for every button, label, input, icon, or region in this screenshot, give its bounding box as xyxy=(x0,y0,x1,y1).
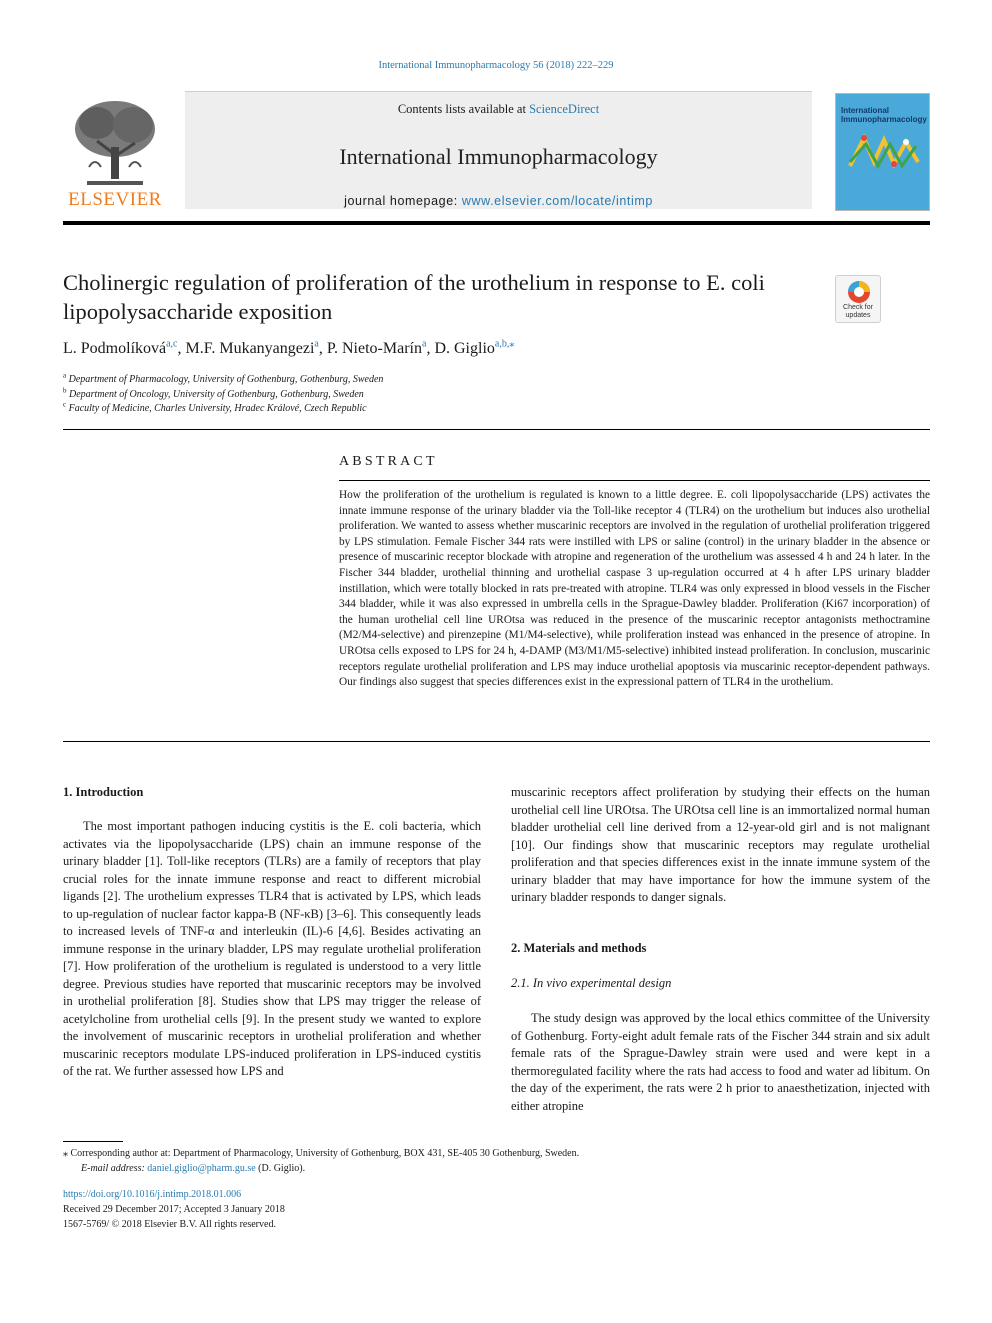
journal-title: International Immunopharmacology xyxy=(339,144,658,169)
elsevier-logo xyxy=(63,91,167,213)
cover-title: International Immunopharmacology xyxy=(841,106,927,124)
homepage-line: journal homepage: www.elsevier.com/locate/intimp xyxy=(344,194,653,208)
affiliation: $^c$ Faculty of Medicine, Charles University, Hradec Králové, Czech Republic xyxy=(63,400,367,414)
crossmark-icon xyxy=(845,279,873,305)
cover-molecule-icon xyxy=(844,132,924,172)
footnote-rule xyxy=(63,1141,123,1142)
introduction-text: The most important pathogen inducing cystitis is the E. coli bacteria, which activates via the lipopolysaccharide (LPS) chain an immune response of the urinary bladder [1]. Toll-like receptors (TLRs) are a family of receptors that play crucial roles for the innate immune response and react to different microbial ligands [2]. The urothelium expresses TLR4 that is activated by LPS, which leads to up-regulation of nuclear factor kappa-B (NF-κB) [3–6]. This consequently leads to increased levels of TNF-α and interleukin (IL)-6 [4,6]. Besides activating an immune response in the urinary bladder, LPS may regulate urothelial proliferation [7]. How proliferation of the urothelium is regulated is understood to a very little degree. Previous studies have reported that muscarinic receptors may be involved in urothelial proliferation [8]. Studies show that LPS may trigger the release of acetylcholine from urothelial cells [9]. In the present study we wanted to explore the involvement of muscarinic receptors in urothelial proliferation and whether muscarinic receptors modulate LPS-induced proliferation in LPS-induced cystitis of the rat. We further assessed how LPS and xyxy=(63,819,481,1078)
author-name[interactable]: M.F. Mukanyangezi xyxy=(185,340,315,357)
author-affiliation-mark[interactable]: a xyxy=(314,338,319,350)
methods-heading: 2. Materials and methods xyxy=(511,941,647,955)
corresponding-author-note: ⁎ Corresponding author at: Department of Pharmacology, University of Gothenburg, BOX 431, SE-405 30 Gothenburg, Sweden. xyxy=(63,1148,580,1159)
author-name[interactable]: D. Giglio xyxy=(434,340,495,357)
received-dates: Received 29 December 2017; Accepted 3 January 2018 xyxy=(63,1204,285,1215)
header-rule xyxy=(63,221,930,225)
author-name[interactable]: P. Nieto-Marín xyxy=(326,340,422,357)
abstract-rule xyxy=(339,480,930,481)
journal-homepage-link[interactable]: www.elsevier.com/locate/intimp xyxy=(461,194,653,208)
sciencedirect-link[interactable]: ScienceDirect xyxy=(529,102,600,116)
article-meta xyxy=(63,1187,285,1232)
check-for-updates-badge[interactable]: Check for updates xyxy=(835,275,881,323)
introduction-text-continued: muscarinic receptors affect proliferation by studying their effects on the human urothelial cell line UROtsa. The UROtsa cell line is an immortalized normal human bladder urothelial cell line derived from a 12-year-old girl and is not malignant [10]. Our findings show that muscarinic receptors may regulate urothelial proliferation and that species differences exist in the innate immune system of the urinary bladder that may have importance for how the immune system of the urinary bladder responds to danger signals. xyxy=(511,785,930,904)
affiliation: $^a$ Department of Pharmacology, University of Gothenburg, Gothenburg, Sweden xyxy=(63,371,384,385)
author-affiliation-mark[interactable]: a,b,⁎ xyxy=(494,338,515,350)
journal-citation[interactable]: International Immunopharmacology 56 (2018) 222–229 xyxy=(378,60,614,71)
author-list: L. Podmolíková$^{a,c}$, M.F. Mukanyangezi$^a$, P. Nieto-Marín$^a$, D. Giglio$^{a,b,⁎}$ xyxy=(63,338,515,357)
author-email-link[interactable]: daniel.giglio@pharm.gu.se xyxy=(147,1163,256,1174)
section-divider xyxy=(63,741,930,742)
article-title: Cholinergic regulation of proliferation of the urothelium in response to E. coli lipopolysaccharide exposition xyxy=(63,270,765,324)
author-affiliation-mark[interactable]: a,c xyxy=(166,338,178,350)
email-note: E-mail address: daniel.giglio@pharm.gu.se (D. Giglio). xyxy=(81,1163,306,1174)
author-affiliation-mark[interactable]: a xyxy=(421,338,427,350)
publisher-name: ELSEVIER xyxy=(68,189,162,210)
doi-link[interactable]: https://doi.org/10.1016/j.intimp.2018.01.006 xyxy=(63,1189,242,1200)
abstract-text: How the proliferation of the urothelium is regulated is known to a little degree. E. coli lipopolysaccharide (LPS) activates the innate immune response of the urinary bladder via the Toll-like receptor 4 (TLR4) on the urothelium but induces also urothelial proliferation. We wanted to assess whether muscarinic receptors are involved in the regulation of urothelial proliferation triggered by LPS stimulation. Female Fischer 344 rats were instilled with LPS or saline (control) in the urinary bladder in the absence or presence of muscarinic receptor blockade with atropine and regeneration of the urothelium was assessed 4 h and 24 h later. In the Fischer 344 bladder, urothelial thinning and urothelial caspase 3 up-regulation occurred at 4 h after LPS urinary bladder instillation, which were totally blocked in rats pre-treated with atropine. TLR4 was only expressed in blood vessels in the Fischer 344 bladder, while it was also expressed in umbrella cells in the Sprague-Dawley bladder. Proliferation (Ki67 incorporation) of the human urothelial cell line UROtsa was reduced in the presence of the muscarinic receptor antagonists methoctramine (M2/M4-selective) and pirenzepine (M1/M4-selective), while proliferation instead was enhanced in the presence of atropine. In UROtsa cells exposed to LPS for 24 h, 4-DAMP (M3/M1/M5-selective) inhibited instead proliferation. In conclusion, muscarinic receptors regulate urothelial proliferation and LPS may induce urothelial apoptosis via muscarinic receptor-dependent pathways. Our findings also suggest that species differences exist in the expressional pattern of TLR4 in the urothelium. xyxy=(339,489,930,689)
journal-masthead xyxy=(63,91,930,213)
section-divider xyxy=(63,429,930,430)
affiliation: $^b$ Department of Oncology, University of Gothenburg, Gothenburg, Sweden xyxy=(63,386,364,400)
contents-line: Contents lists available at ScienceDirect xyxy=(397,102,600,116)
design-text: The study design was approved by the local ethics committee of the University of Gothenburg. Forty-eight adult female rats of the Fischer 344 strain and six adult female rats of the Sprague-Dawley strain were used and were kept in a thermoregulated facility where the rats had access to food and water ad libitum. On the day of the experiment, the rats were 2 h prior to anaesthetization, injected with either atropine xyxy=(511,1011,930,1113)
introduction-heading: 1. Introduction xyxy=(63,785,144,799)
affiliation-list xyxy=(63,373,383,417)
journal-cover-image[interactable] xyxy=(835,93,930,211)
design-subheading: 2.1. In vivo experimental design xyxy=(511,976,672,990)
abstract-heading: ABSTRACT xyxy=(339,454,438,469)
masthead-banner xyxy=(185,91,812,209)
author-name[interactable]: L. Podmolíková xyxy=(63,340,167,357)
copyright-line: 1567-5769/ © 2018 Elsevier B.V. All rights reserved. xyxy=(63,1219,276,1230)
footnotes xyxy=(63,1146,579,1176)
elsevier-tree-icon xyxy=(67,97,163,189)
